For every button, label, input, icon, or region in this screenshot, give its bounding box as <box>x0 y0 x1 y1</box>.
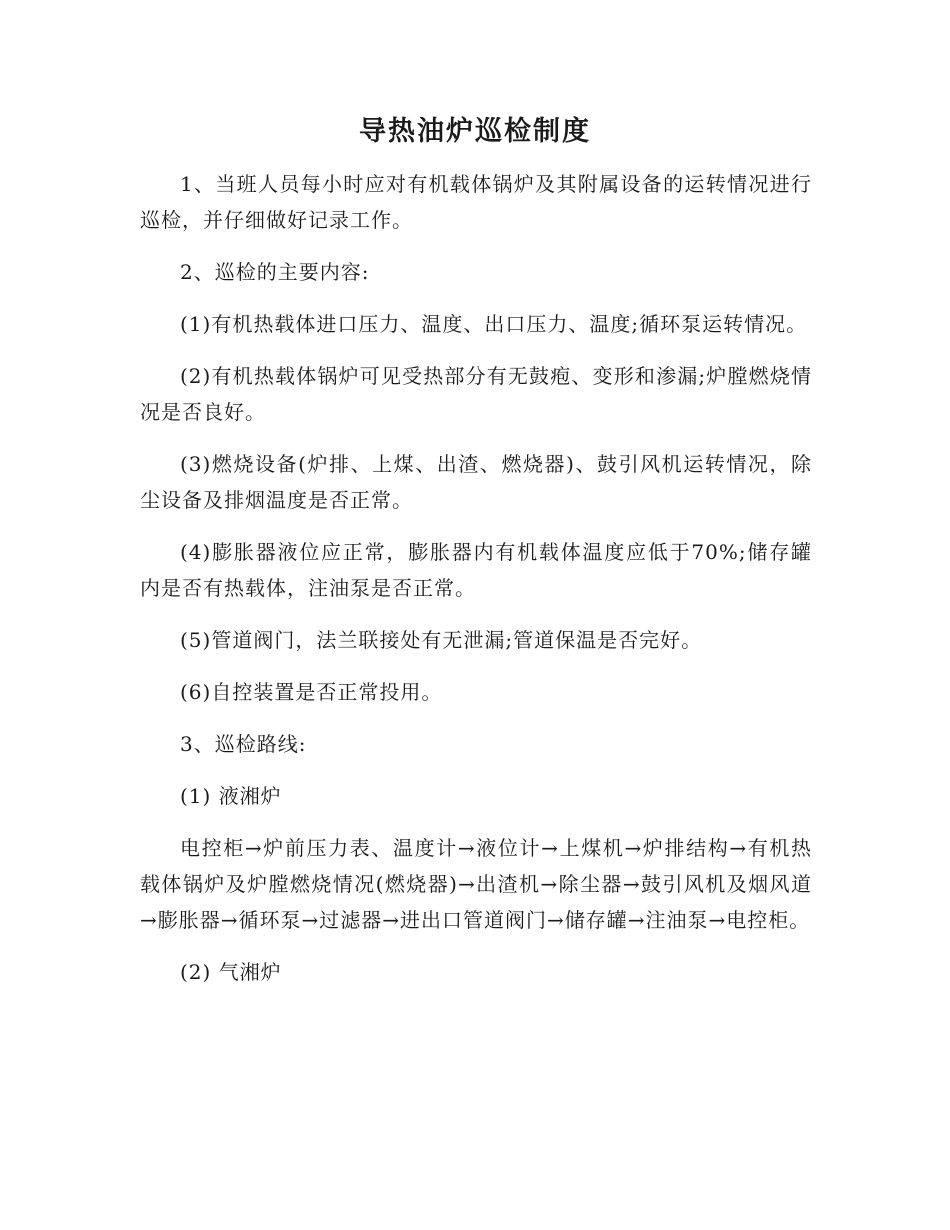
paragraph-1: 1、当班人员每小时应对有机载体锅炉及其附属设备的运转情况进行巡检，并仔细做好记录工作。 <box>140 172 812 232</box>
paragraph-12: (2) 气湘炉 <box>180 960 282 984</box>
paragraph-6: (4)膨胀器液位应正常，膨胀器内有机载体温度应低于70%;储存罐内是否有热载体，注油泵是否正常。 <box>140 540 812 600</box>
paragraph-8: (6)自控装置是否正常投用。 <box>180 680 443 704</box>
paragraph-5: (3)燃烧设备(炉排、上煤、出渣、燃烧器)、鼓引风机运转情况，除尘设备及排烟温度是否正常。 <box>140 452 812 512</box>
paragraph-7: (5)管道阀门，法兰联接处有无泄漏;管道保温是否完好。 <box>180 628 703 652</box>
paragraph-3: (1)有机热载体进口压力、温度、出口压力、温度;循环泵运转情况。 <box>180 312 808 336</box>
paragraph-9: 3、巡检路线: <box>180 732 307 756</box>
paragraph-2: 2、巡检的主要内容: <box>180 260 370 284</box>
document-body <box>140 166 812 1006</box>
paragraph-4: (2)有机热载体锅炉可见受热部分有无鼓疱、变形和渗漏;炉膛燃烧情况是否良好。 <box>140 364 812 424</box>
page-title: 导热油炉巡检制度 <box>359 116 591 147</box>
paragraph-11: 电控柜→炉前压力表、温度计→液位计→上煤机→炉排结构→有机热载体锅炉及炉膛燃烧情况(燃烧器)→出渣机→除尘器→鼓引风机及烟风道→膨胀器→循环泵→过滤器→进出口管道阀门→储存罐→注油泵→电控柜。 <box>140 836 812 932</box>
paragraph-10: (1) 液湘炉 <box>180 784 282 808</box>
